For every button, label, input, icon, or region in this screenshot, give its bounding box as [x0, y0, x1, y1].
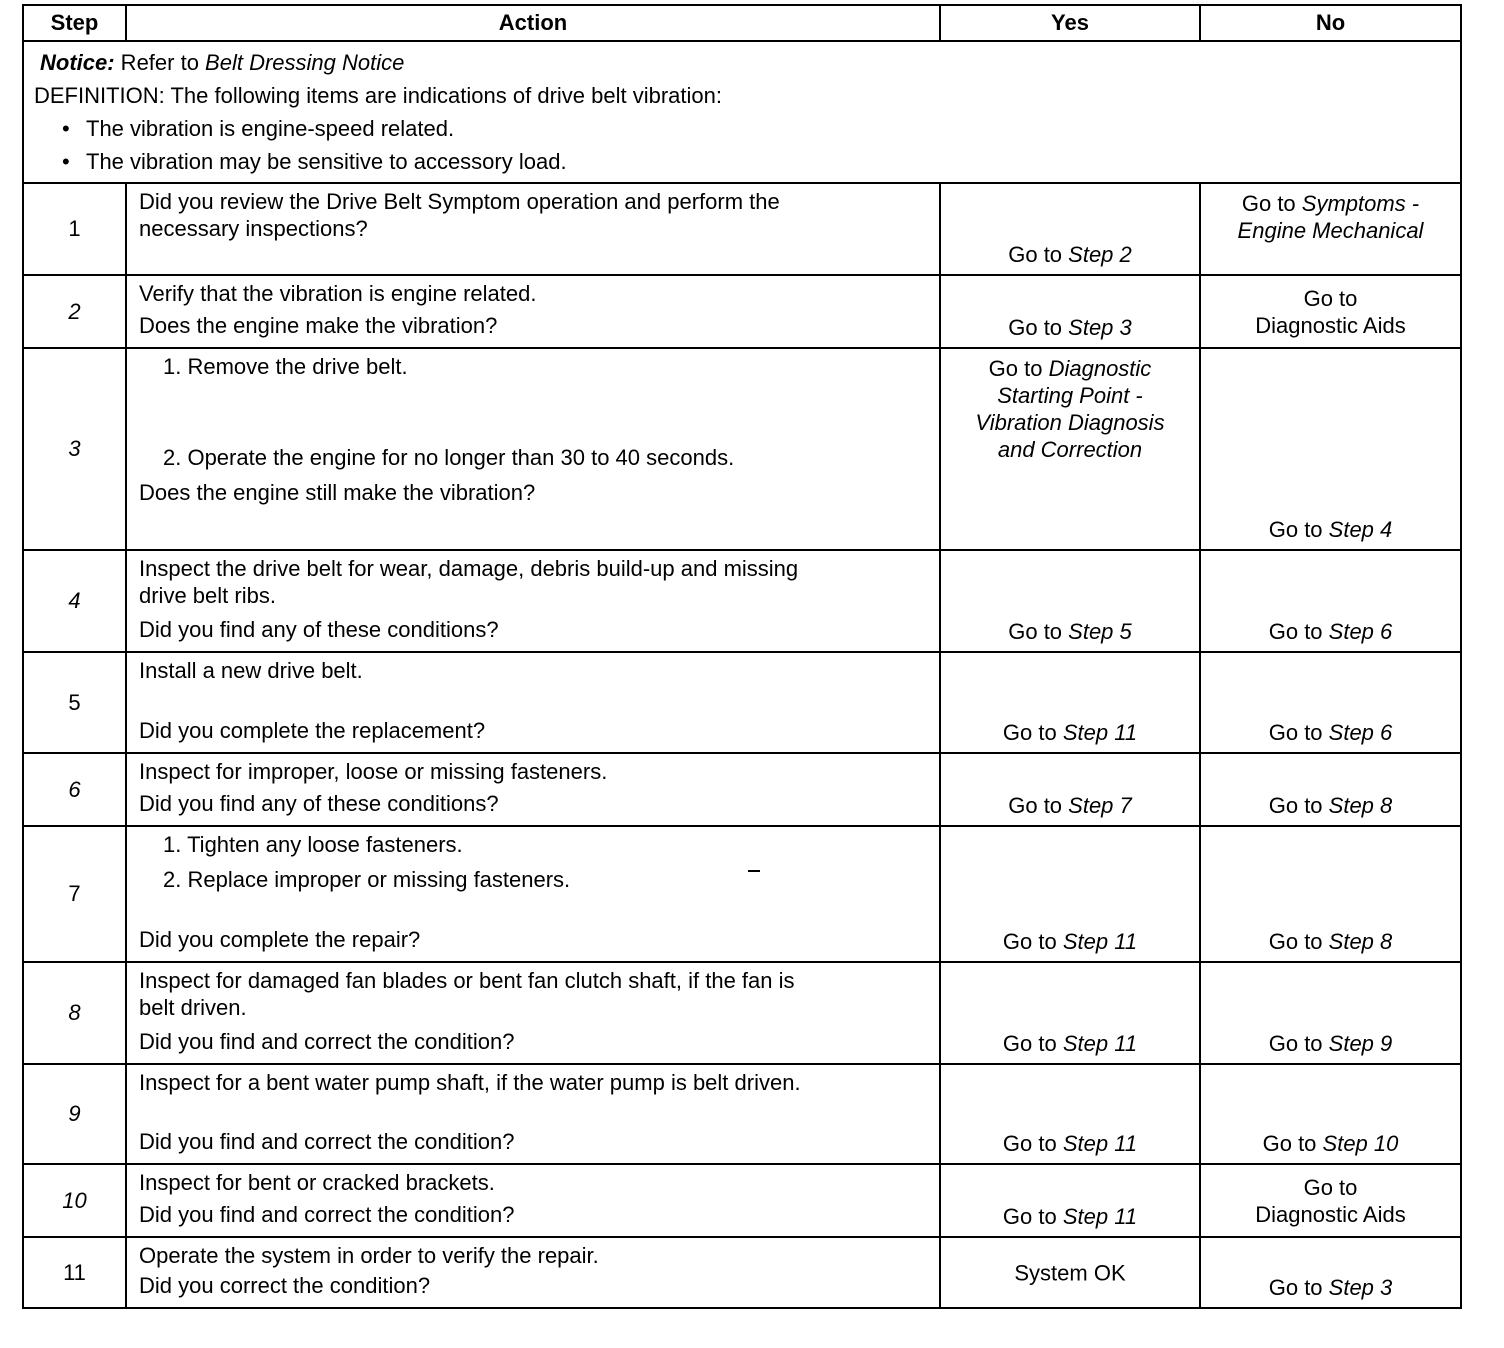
table-row	[23, 753, 1461, 826]
yes-ref: Step 11	[1062, 720, 1138, 745]
no-prefix: Go to	[1268, 1031, 1329, 1056]
yes-ref: Step 5	[1068, 619, 1132, 644]
no-text: Diagnostic Aids	[1255, 312, 1406, 338]
step-number: 2	[23, 275, 126, 348]
table-row	[23, 1237, 1461, 1308]
step-number: 4	[23, 550, 126, 652]
no-cell	[1200, 1237, 1461, 1308]
notice-ref: Belt Dressing Notice	[205, 50, 405, 75]
step-number: 7	[23, 826, 126, 962]
no-text: Go to	[1303, 1174, 1358, 1200]
no-prefix: Go to	[1262, 1131, 1323, 1156]
action-cell	[126, 753, 940, 826]
no-ref: Step 10	[1322, 1131, 1399, 1156]
no-prefix: Go to	[1268, 619, 1329, 644]
bullet-glyph: •	[62, 149, 70, 174]
header-step: Step	[23, 5, 126, 41]
yes-cell	[940, 183, 1200, 275]
table-row	[23, 348, 1461, 550]
action-cell	[126, 348, 940, 550]
yes-ref: Diagnostic	[1048, 356, 1152, 381]
yes-prefix: Go to	[1002, 1131, 1063, 1156]
yes-prefix: Go to	[1008, 793, 1069, 818]
no-cell	[1200, 753, 1461, 826]
yes-ref: Step 11	[1062, 1204, 1138, 1229]
question-text: Does the engine make the vibration?	[139, 313, 498, 338]
notice-label: Notice:	[40, 50, 115, 75]
table-row	[23, 1064, 1461, 1164]
yes-cell	[940, 826, 1200, 962]
question-text: Did you find any of these conditions?	[139, 791, 499, 816]
yes-prefix: Go to	[1008, 619, 1069, 644]
yes-cell	[940, 1064, 1200, 1164]
no-text: Diagnostic Aids	[1255, 1201, 1406, 1227]
no-cell	[1200, 275, 1461, 348]
definition-text: DEFINITION: The following items are indications of drive belt vibration:	[34, 83, 722, 108]
no-prefix: Go to	[1241, 191, 1302, 216]
table-row	[23, 550, 1461, 652]
table-row	[23, 275, 1461, 348]
question-text: Did you find any of these conditions?	[139, 617, 499, 642]
yes-cell	[940, 348, 1200, 550]
yes-cell	[940, 550, 1200, 652]
action-cell	[126, 1237, 940, 1308]
yes-cell	[940, 1237, 1200, 1308]
no-cell	[1200, 348, 1461, 550]
action-text: Inspect for bent or cracked brackets.	[139, 1170, 495, 1195]
action-cell	[126, 1164, 940, 1237]
header-no: No	[1200, 5, 1461, 41]
action-cell	[126, 550, 940, 652]
notice-row	[23, 41, 1461, 183]
yes-prefix: Go to	[1002, 1204, 1063, 1229]
action-text: Operate the system in order to verify the repair.	[139, 1243, 599, 1268]
question-text: Did you complete the repair?	[139, 927, 421, 952]
diagnostic-table	[22, 4, 1462, 1309]
no-cell	[1200, 550, 1461, 652]
bullet-glyph: •	[62, 116, 70, 141]
no-prefix: Go to	[1268, 1275, 1329, 1300]
no-prefix: Go to	[1268, 929, 1329, 954]
question-text: Does the engine still make the vibration?	[139, 480, 536, 505]
stray-mark	[748, 870, 760, 872]
action-cell	[126, 652, 940, 753]
yes-cell	[940, 1164, 1200, 1237]
action-cell	[126, 962, 940, 1064]
yes-text: System OK	[1014, 1260, 1126, 1285]
no-cell	[1200, 1164, 1461, 1237]
yes-prefix: Go to	[1008, 242, 1069, 267]
action-text: belt driven.	[139, 995, 247, 1020]
yes-ref: Step 2	[1068, 242, 1132, 267]
bullet-item	[40, 112, 1444, 145]
no-ref: Step 8	[1328, 793, 1393, 818]
yes-ref: Step 7	[1068, 793, 1132, 818]
yes-ref: Step 11	[1062, 1031, 1138, 1056]
notice-text: Refer to	[114, 50, 206, 75]
no-cell	[1200, 652, 1461, 753]
step-number: 1	[23, 183, 126, 275]
numbered-item: 1. Remove the drive belt.	[163, 354, 408, 379]
step-number: 6	[23, 753, 126, 826]
action-text: Inspect the drive belt for wear, damage, debris build-up and missing	[139, 556, 799, 581]
table-row	[23, 962, 1461, 1064]
numbered-item: 2. Replace improper or missing fasteners.	[163, 867, 571, 892]
action-text: necessary inspections?	[139, 216, 368, 241]
question-text: Did you find and correct the condition?	[139, 1202, 515, 1227]
table-row	[23, 826, 1461, 962]
header-action: Action	[126, 5, 940, 41]
action-text: Inspect for damaged fan blades or bent fan clutch shaft, if the fan is	[139, 968, 795, 993]
no-ref: Step 9	[1328, 1031, 1393, 1056]
no-ref: Step 6	[1328, 720, 1393, 745]
bullet-text: The vibration is engine-speed related.	[86, 116, 455, 141]
yes-ref: Vibration Diagnosis	[975, 410, 1165, 435]
yes-cell	[940, 753, 1200, 826]
bullet-item	[40, 145, 1444, 178]
no-prefix: Go to	[1268, 517, 1329, 542]
yes-prefix: Go to	[1008, 315, 1069, 340]
yes-prefix: Go to	[1002, 929, 1063, 954]
yes-prefix: Go to	[1002, 720, 1063, 745]
yes-ref: Step 3	[1068, 315, 1132, 340]
yes-prefix: Go to	[1002, 1031, 1063, 1056]
action-text: Inspect for improper, loose or missing fasteners.	[139, 759, 608, 784]
notice-cell	[23, 41, 1461, 183]
no-ref: Symptoms -	[1301, 191, 1420, 216]
bullet-text: The vibration may be sensitive to accessory load.	[86, 149, 567, 174]
no-text: Go to	[1303, 285, 1358, 311]
numbered-item: 1. Tighten any loose fasteners.	[163, 832, 463, 857]
no-cell	[1200, 183, 1461, 275]
yes-prefix: Go to	[988, 356, 1049, 381]
action-cell	[126, 275, 940, 348]
yes-ref: Starting Point -	[997, 383, 1143, 408]
header-yes: Yes	[940, 5, 1200, 41]
yes-cell	[940, 962, 1200, 1064]
table-row	[23, 183, 1461, 275]
yes-cell	[940, 275, 1200, 348]
step-number: 3	[23, 348, 126, 550]
numbered-item: 2. Operate the engine for no longer than 30 to 40 seconds.	[163, 445, 735, 470]
notice-line	[40, 46, 1444, 79]
no-prefix: Go to	[1268, 720, 1329, 745]
no-ref: Engine Mechanical	[1237, 218, 1424, 243]
no-cell	[1200, 962, 1461, 1064]
no-prefix: Go to	[1268, 793, 1329, 818]
action-cell	[126, 183, 940, 275]
action-text: Install a new drive belt.	[139, 658, 363, 683]
action-text: drive belt ribs.	[139, 583, 276, 608]
header-row	[23, 5, 1461, 41]
action-text: Verify that the vibration is engine related.	[139, 281, 537, 306]
action-cell	[126, 1064, 940, 1164]
no-cell	[1200, 1064, 1461, 1164]
yes-ref: and Correction	[997, 437, 1143, 462]
step-number: 11	[23, 1237, 126, 1308]
step-number: 9	[23, 1064, 126, 1164]
question-text: Did you correct the condition?	[139, 1273, 431, 1298]
step-number: 5	[23, 652, 126, 753]
no-cell	[1200, 826, 1461, 962]
table-row	[23, 1164, 1461, 1237]
yes-ref: Step 11	[1062, 929, 1138, 954]
question-text: Did you find and correct the condition?	[139, 1029, 515, 1054]
question-text: Did you find and correct the condition?	[139, 1129, 515, 1154]
no-ref: Step 8	[1328, 929, 1393, 954]
action-text: Did you review the Drive Belt Symptom operation and perform the	[139, 189, 780, 214]
question-text: Did you complete the replacement?	[139, 718, 486, 743]
no-ref: Step 6	[1328, 619, 1393, 644]
no-ref: Step 3	[1328, 1275, 1393, 1300]
table-row	[23, 652, 1461, 753]
step-number: 10	[23, 1164, 126, 1237]
step-number: 8	[23, 962, 126, 1064]
action-cell	[126, 826, 940, 962]
action-text: Inspect for a bent water pump shaft, if the water pump is belt driven.	[139, 1070, 801, 1095]
yes-ref: Step 11	[1062, 1131, 1138, 1156]
no-ref: Step 4	[1328, 517, 1393, 542]
yes-cell	[940, 652, 1200, 753]
